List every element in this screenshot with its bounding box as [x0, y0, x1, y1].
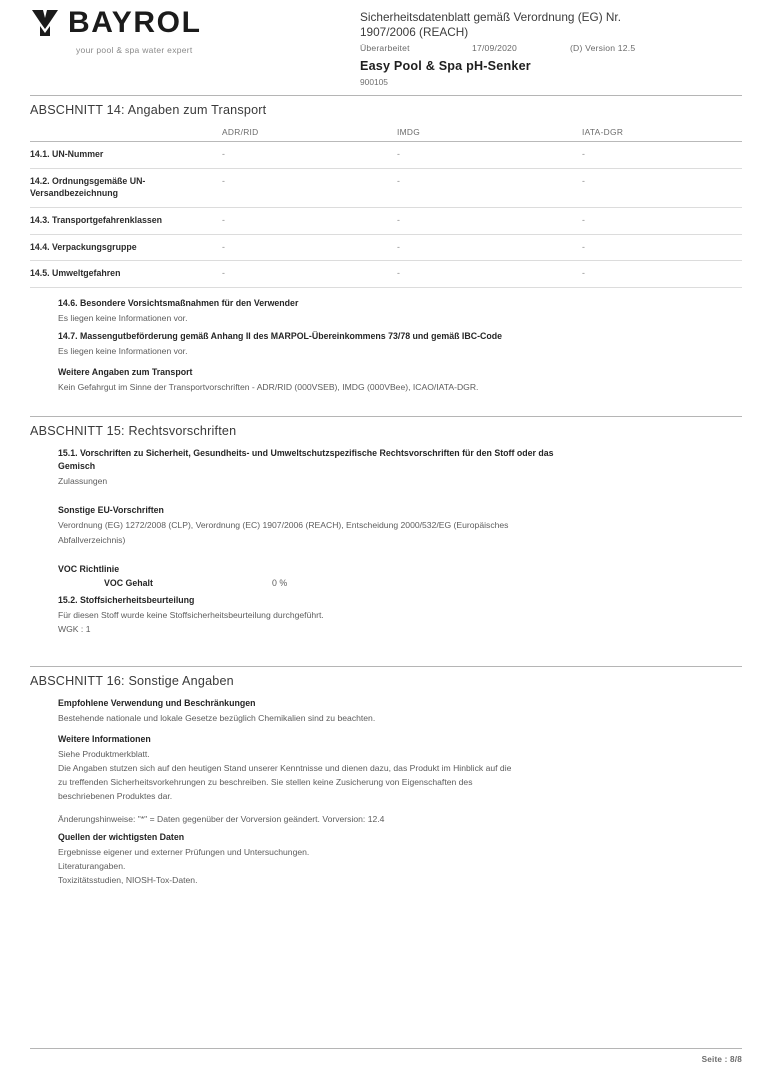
- row-value-adr: -: [222, 207, 397, 234]
- brand-name: BAYROL: [68, 6, 202, 39]
- text-more-info-2: Die Angaben stutzen sich auf den heutigen Stand unserer Kenntnisse und dienen dazu, das Produkt im Hinblick auf die: [58, 763, 512, 774]
- block-transport-more: [58, 367, 742, 393]
- section-14-title: ABSCHNITT 14: Angaben zum Transport: [30, 103, 267, 118]
- text-more-info-4: beschriebenen Produktes dar.: [58, 791, 173, 802]
- section-16-title: ABSCHNITT 16: Sonstige Angaben: [30, 673, 234, 688]
- revision-version: (D) Version 12.5: [570, 43, 636, 54]
- heading-voc-richtlinie: VOC Richtlinie: [58, 563, 120, 574]
- text-sources-1: Ergebnisse eigener und externer Prüfungen und Untersuchungen.: [58, 846, 310, 857]
- table-row: [30, 207, 742, 234]
- block-15-1: [58, 448, 742, 488]
- page-number: Seite : 8/8: [701, 1055, 742, 1064]
- heading-14-6: 14.6. Besondere Vorsichtsmaßnahmen für den Verwender: [58, 298, 299, 309]
- table-row: [30, 234, 742, 261]
- block-14-7: [58, 331, 742, 357]
- text-sources-3: Toxizitätsstudien, NIOSH-Tox-Daten.: [58, 875, 198, 886]
- text-change-note: Änderungshinweise: "*" = Daten gegenüber der Vorversion geändert. Vorversion: 12.4: [58, 813, 385, 824]
- footer-divider: [30, 1048, 742, 1049]
- bayrol-logo-icon: [30, 8, 60, 38]
- row-label: 14.3. Transportgefahrenklassen: [30, 207, 222, 234]
- row-value-imdg: -: [397, 261, 582, 288]
- document-header: [0, 0, 770, 88]
- section-15-title: ABSCHNITT 15: Rechtsvorschriften: [30, 423, 237, 438]
- heading-sources: Quellen der wichtigsten Daten: [58, 831, 185, 842]
- heading-recommended-use: Empfohlene Verwendung und Beschränkungen: [58, 697, 256, 708]
- row-value-imdg: -: [397, 142, 582, 169]
- block-recommended-use: [58, 698, 742, 724]
- text-transport-more: Kein Gefahrgut im Sinne der Transportvorschriften - ADR/RID (000VSEB), IMDG (000VBee), ICAO/IATA-DGR.: [58, 382, 479, 393]
- doc-title-line2: 1907/2006 (REACH): [360, 25, 469, 40]
- row-value-adr: -: [222, 261, 397, 288]
- product-code: 900105: [360, 77, 388, 88]
- revision-date: 17/09/2020: [472, 43, 518, 54]
- text-zulassungen: Zulassungen: [58, 476, 108, 487]
- heading-more-info: Weitere Informationen: [58, 734, 151, 744]
- header-divider: [30, 95, 742, 96]
- doc-title-line1: Sicherheitsdatenblatt gemäß Verordnung (EG) Nr.: [360, 10, 621, 24]
- column-header-iata: IATA-DGR: [582, 127, 742, 142]
- row-value-iata: -: [582, 234, 742, 261]
- text-14-7: Es liegen keine Informationen vor.: [58, 346, 188, 357]
- heading-15-1-line1: 15.1. Vorschriften zu Sicherheit, Gesundheits- und Umweltschutzspezifische Rechtsvorschriften für den Stoff oder das: [58, 447, 554, 458]
- block-14-6: [58, 298, 742, 324]
- heading-15-1-line2: Gemisch: [58, 461, 96, 472]
- voc-value: 0 %: [272, 577, 288, 588]
- text-sources-2: Literaturangaben.: [58, 860, 126, 871]
- row-value-iata: -: [582, 207, 742, 234]
- column-header-imdg: IMDG: [397, 127, 582, 142]
- column-header-blank: [30, 127, 222, 142]
- voc-label: VOC Gehalt: [104, 577, 153, 588]
- section-14-divider: [30, 416, 742, 417]
- row-label: 14.5. Umweltgefahren: [30, 261, 222, 288]
- text-more-info-1: Siehe Produktmerkblatt.: [58, 748, 150, 759]
- row-value-adr: -: [222, 168, 397, 207]
- brand-tagline: your pool & spa water expert: [76, 45, 193, 55]
- block-more-info: [58, 734, 742, 803]
- block-voc: [58, 564, 742, 588]
- text-wgk: WGK : 1: [58, 623, 91, 634]
- block-change-note: [58, 813, 742, 825]
- heading-14-7: 14.7. Massengutbeförderung gemäß Anhang II des MARPOL-Übereinkommens 73/78 und gemäß IBC-Code: [58, 331, 502, 342]
- section-15-body: [0, 448, 770, 659]
- voc-row: [104, 578, 742, 588]
- row-label: 14.4. Verpackungsgruppe: [30, 234, 222, 261]
- row-value-iata: -: [582, 142, 742, 169]
- row-value-adr: -: [222, 234, 397, 261]
- row-value-adr: -: [222, 142, 397, 169]
- text-eu-line1: Verordnung (EG) 1272/2008 (CLP), Verordnung (EC) 1907/2006 (REACH), Entscheidung 2000/532/EG (Europäisches: [58, 520, 509, 531]
- text-more-info-3: zu treffenden Sicherheitsvorkehrungen zu beschreiben. Sie stellen keine Zusicherung von Eigenschaften des: [58, 777, 473, 788]
- section-15-divider: [30, 666, 742, 667]
- table-row: [30, 261, 742, 288]
- section-14-body: [0, 127, 770, 408]
- text-14-6: Es liegen keine Informationen vor.: [58, 313, 188, 324]
- column-header-adr: ADR/RID: [222, 127, 397, 142]
- heading-eu-vorschriften: Sonstige EU-Vorschriften: [58, 505, 164, 516]
- product-name: Easy Pool & Spa pH-Senker: [360, 59, 531, 74]
- heading-transport-more: Weitere Angaben zum Transport: [58, 367, 193, 378]
- block-sources: [58, 832, 742, 886]
- revision-label: Überarbeitet: [360, 43, 410, 54]
- row-value-iata: -: [582, 261, 742, 288]
- row-value-imdg: -: [397, 207, 582, 234]
- brand-block: [30, 6, 360, 55]
- row-value-iata: -: [582, 168, 742, 207]
- block-15-2: [58, 595, 742, 635]
- text-recommended-use: Bestehende nationale und lokale Gesetze bezüglich Chemikalien sind zu beachten.: [58, 712, 376, 723]
- document-footer: [30, 1048, 742, 1064]
- row-label: 14.2. Ordnungsgemäße UN-Versandbezeichnung: [30, 168, 222, 207]
- text-eu-line2: Abfallverzeichnis): [58, 534, 126, 545]
- row-value-imdg: -: [397, 168, 582, 207]
- heading-15-2: 15.2. Stoffsicherheitsbeurteilung: [58, 594, 195, 605]
- row-value-imdg: -: [397, 234, 582, 261]
- table-row: [30, 168, 742, 207]
- transport-table: [30, 127, 742, 288]
- section-16-body: [0, 698, 770, 886]
- row-label: 14.1. UN-Nummer: [30, 142, 222, 169]
- table-row: [30, 142, 742, 169]
- table-header-row: [30, 127, 742, 142]
- text-15-2: Für diesen Stoff wurde keine Stoffsicherheitsbeurteilung durchgeführt.: [58, 609, 324, 620]
- block-eu-vorschriften: [58, 505, 742, 545]
- document-meta: [360, 6, 742, 88]
